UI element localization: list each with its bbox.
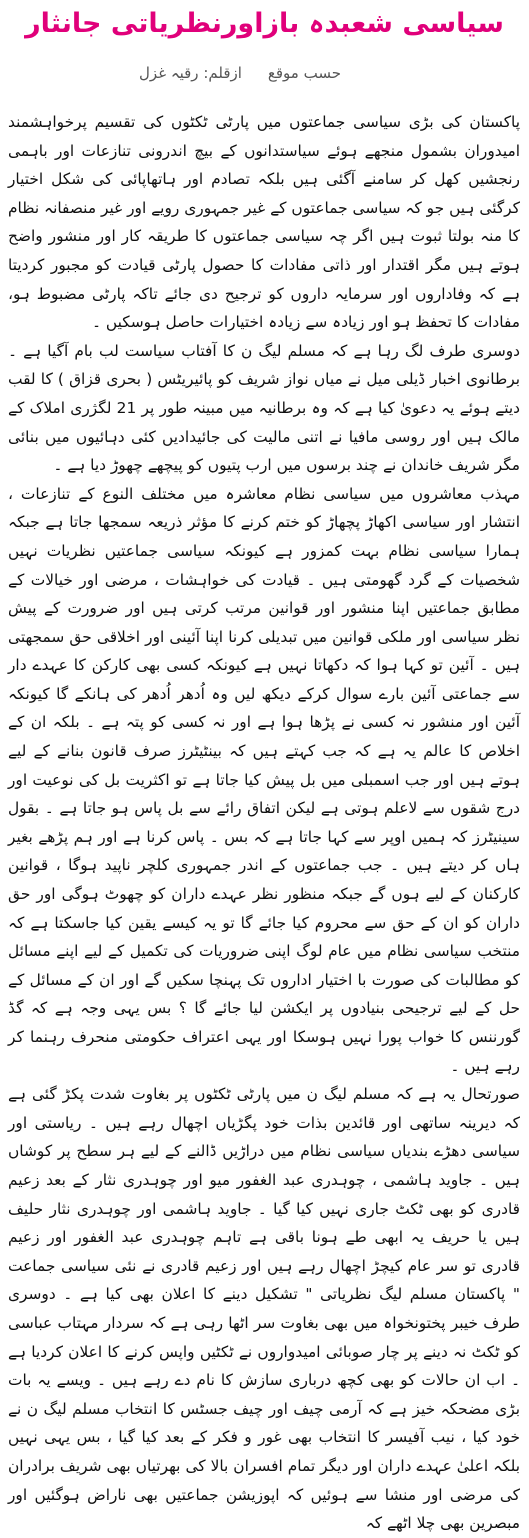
column-name: حسب موقع [267,64,341,82]
author-credit: ازقلم: رقیہ غزل [139,64,242,82]
paragraph-4: صورتحال یہ ہے کہ مسلم لیگ ن میں پارٹی ٹکٹوں پر بغاوت شدت پکڑ گئی ہے کہ دیرینہ ساتھی اور قائدین بذات خود پگڑیاں اچھال رہے ہیں ۔ ریاستی اور سیاسی دھڑے بندیاں سیاسی نظام میں دراڑیں ڈالنے کے لیے ہر سطح پر کوشاں ہیں ۔ جاوید ہاشمی ، چوہدری عبد الغفور میو اور چوہدری نثار کے بعد زعیم قادری کو بھی ٹکٹ جاری نہیں کیا گیا ۔ جاوید ہاشمی اور چوہدری نثار حلیف ہیں یا حریف یہ ابھی طے ہونا باقی ہے تاہم چوہدری عبد الغفور اور زعیم قادری تو سر عام کیچڑ اچھال رہے ہیں اور زعیم قادری نے نئی سیاسی جماعت " پاکستان مسلم لیگ نظریاتی " تشکیل دینے کا اعلان بھی کیا ہے ۔ دوسری طرف خیبر پختونخواہ میں بھی بغاوت سر اٹھا رہی ہے کہ سردار مہتاب عباسی کو ٹکٹ نہ دینے پر چار صوبائی امیدواروں نے ٹکٹیں واپس کرنے کا اعلان کردیا ہے ۔ اب ان حالات کو بھی کچھ درباری سازش کا نام دے رہے ہیں ۔ ویسے یہ بات بڑی مضحکہ خیز ہے کہ آرمی چیف اور چیف جسٹس کا انتخاب مسلم لیگ ن نے خود کیا ، نیب آفیسر کا انتخاب بھی غور و فکر کے بعد کیا گیا ، بس یہی نہیں بلکہ اعلیٰ عہدے داران اور دیگر تمام افسران بالا کی بھرتیاں بھی شریف برادران کی مرضی اور منشا سے ہوئیں کہ اپوزیشن جماعتیں بھی ناراض ہوگئیں اور مبصرین بھی چلا اٹھے کہ [8,1085,520,1533]
article-body [8,108,520,1533]
paragraph-2: دوسری طرف لگ رہا ہے کہ مسلم لیگ ن کا آفتاب سیاست لب بام آگیا ہے ۔ برطانوی اخبار ڈیلی میل نے میاں نواز شریف کو پائیریٹس ( بحری قزاق ) کا لقب دیتے ہوئے یہ دعویٰ کیا ہے کہ وہ برطانیہ میں مبینہ طور پر 21 لگژری املاک کے مالک ہیں اور روسی مافیا نے اتنی مالیت کی جائیدادیں کئی دہائیوں میں بنائی مگر شریف خاندان نے چند برسوں میں ارب پتیوں کو پیچھے چھوڑ دیا ہے ۔ [8,341,520,475]
paragraph-1: پاکستان کی بڑی سیاسی جماعتوں میں پارٹی ٹکٹوں کی تقسیم پرخواہشمند امیدوران بشمول منجھے ہوئے سیاستدانوں کے بیچ اندرونی تنازعات اور باہمی رنجشیں کھل کر سامنے آگئی ہیں بلکہ تصادم اور ہاتھاپائی کی شکل اختیار کرگئی ہیں جو کہ سیاسی جماعتوں کے غیر جمہوری رویے اور غیر منصفانہ نظام کا منہ بولتا ثبوت ہیں اگر چہ سیاسی جماعتوں کا طریقہ کار اور منشور واضح ہوتے ہیں مگر اقتدار اور ذاتی مفادات کا حصول پارٹی قیادت کو مجبور کردیتا ہے کہ وفاداروں اور سرمایہ داروں کو ترجیح دی جائے تاکہ پارٹی مضبوط ہو، مفادات کا تحفظ ہو اور زیادہ سے زیادہ اختیارات حاصل ہوسکیں ۔ [8,113,520,332]
byline-group [139,60,341,86]
article-title: سیاسی شعبدہ بازاورنظریاتی جانثار [25,8,504,39]
paragraph-3: مہذب معاشروں میں سیاسی نظام معاشرہ میں مختلف النوع کے تنازعات ، انتشار اور سیاسی اکھاڑ پچھاڑ کو ختم کرنے کا مؤثر ذریعہ سمجھا جاتا ہے جبکہ ہمارا سیاسی نظام بہت کمزور ہے کیونکہ سیاسی جماعتیں نظریات نہیں شخصیات کے گرد گھومتی ہیں ۔ قیادت کی خواہشات ، مرضی اور خیالات کے مطابق جماعتیں اپنا منشور اور قوانین مرتب کرتی ہیں اور ضرورت کے پیش نظر سیاسی اور ملکی قوانین میں تبدیلی کرنا اپنا آئینی اور اخلاقی حق سمجھتی ہیں ۔ آئین تو کہا ہوا کہ دکھاتا نہیں ہے کیونکہ کسی بھی کارکن کا عہدے دار سے جماعتی آئین بارے سوال کرکے دیکھ لیں وہ اُدھر اُدھر کی ہانکے گا کیونکہ آئین اور منشور نہ کسی نے پڑھا ہوا ہے اور نہ کسی کو پتہ ہے ۔ بلکہ ان کے اخلاص کا عالم یہ ہے کہ جب کہتے ہیں کہ بینٹیٹرز صرف قانون بنانے کے لیے ہوتے ہیں اور جب اسمبلی میں بل پیش کیا جاتا ہے تو اکثریت بل کی نوعیت اور درج شقوں سے لاعلم ہوتی ہے لیکن اتفاق رائے سے بل پاس ہو جاتا ہے ۔ بقول سینیٹرز کہ ہمیں اوپر سے کہا جاتا ہے کہ بس ۔ پاس کرنا ہے اور ہم پڑھے بغیر ہاں کر دیتے ہیں ۔ جب جماعتوں کے اندر جمہوری کلچر ناپید ہوگا ، قوانین کارکنان کے لیے ہوں گے جبکہ منظور نظر عہدے داران کو چھوٹ ہوگی اور حق داران کو ان کے حق سے محروم کیا جائے گا تو یہ کیسے یقین کیا جاسکتا ہے کہ منتخب سیاسی نظام میں عام لوگ اپنی ضروریات کی تکمیل کے لیے اپنے مسائل کو مطالبات کی صورت با اختیار اداروں تک پہنچا سکیں گے اور ان کے مسائل کے حل کے لیے ترجیحی بنیادوں پر ایکشن لیا جائے گا ؟ بس یہی وجہ ہے کہ گڈ گورننس کا خواب پورا نہیں ہوسکا اور یہی اعتراف حکومتی منحرف رہنما کر رہے ہیں ۔ [8,484,520,1075]
